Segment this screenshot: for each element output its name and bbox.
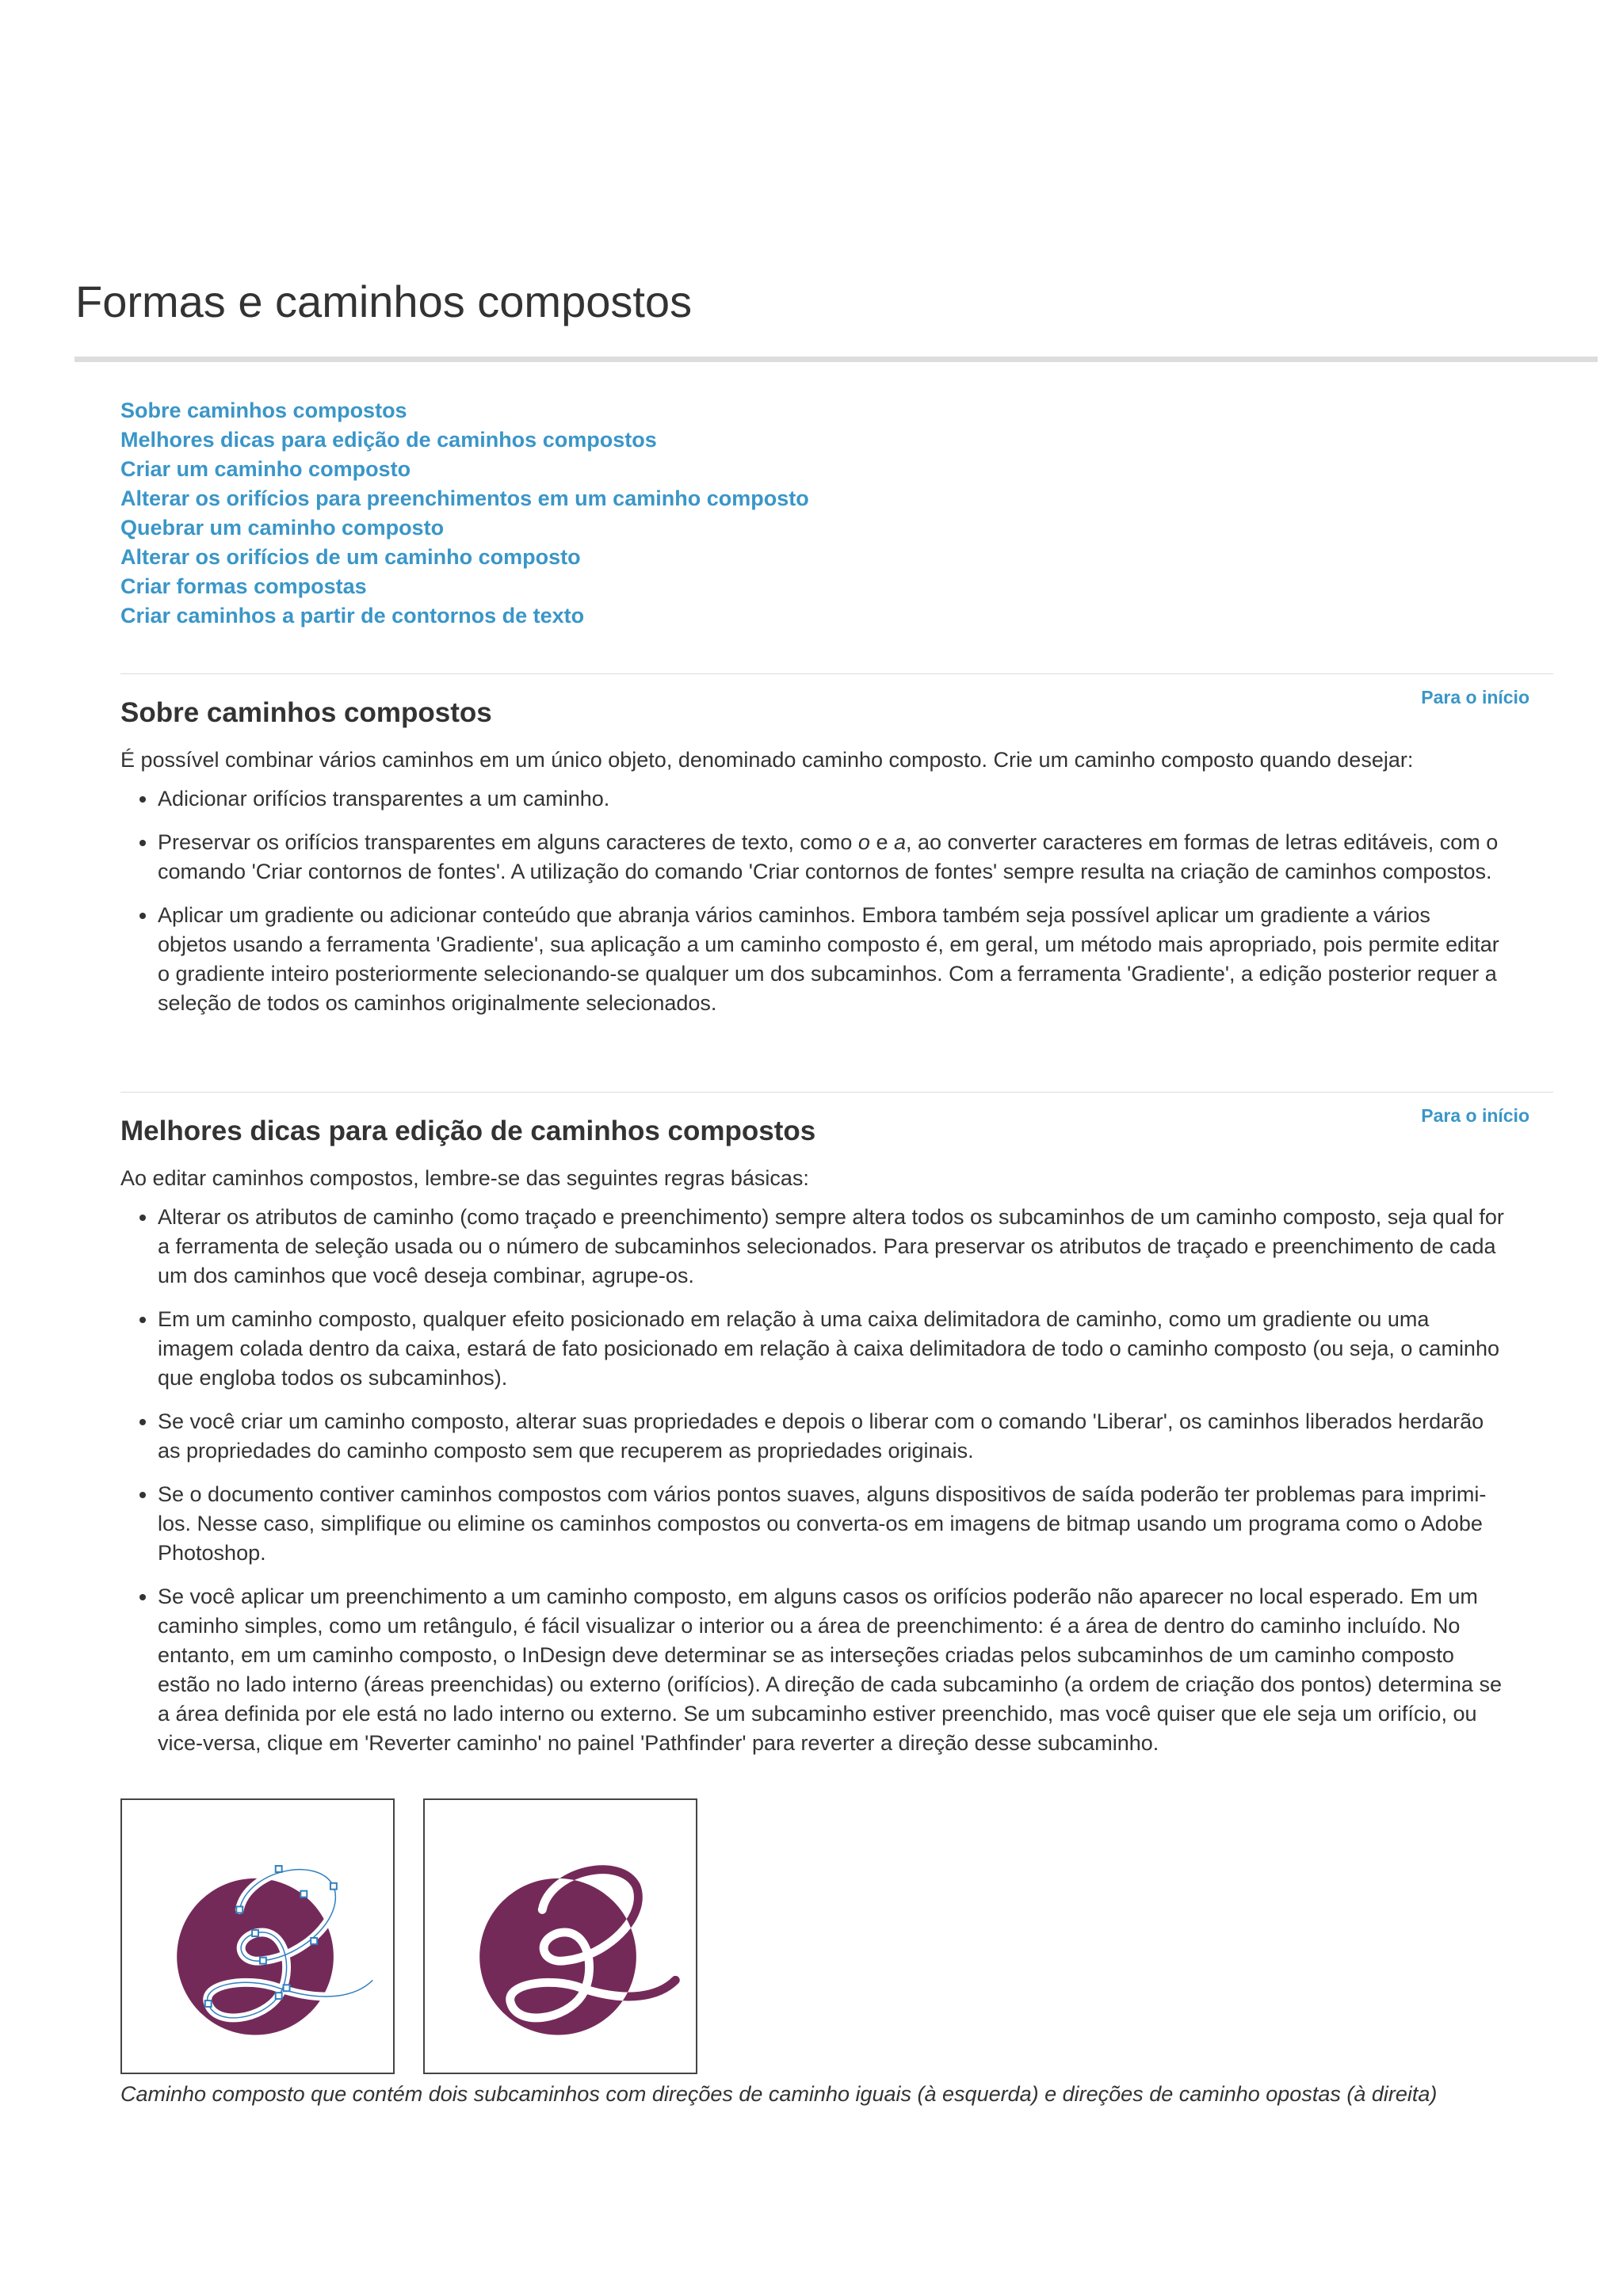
toc-item <box>120 572 809 601</box>
list-item <box>158 828 1505 887</box>
figure-caption: Caminho composto que contém dois subcaminhos com direções de caminho iguais (à esquerda) e direções de caminho opostas (à direita) <box>120 2082 1438 2106</box>
toc-item <box>120 513 809 543</box>
italic-letter-o: o <box>857 830 870 854</box>
toc-item <box>120 601 809 631</box>
section-divider <box>120 1092 1553 1093</box>
compound-path-same-direction-image <box>122 1800 393 2073</box>
toc-item <box>120 396 809 425</box>
list-item: • Se o documento contiver caminhos compostos com vários pontos suaves, alguns dispositivos de saída poderão ter problemas para imprimi-los. Nesse caso, simplifique ou elimine os caminhos compostos ou converta-os em imagens de bitmap usando um programa como o Adobe Photoshop. <box>158 1480 1505 1568</box>
back-to-top-link[interactable]: Para o início <box>1421 687 1529 707</box>
bullet-text: Preservar os orifícios transparentes em alguns caracteres de texto, como <box>158 830 858 854</box>
page-title: Formas e caminhos compostos <box>75 277 693 326</box>
toc-item <box>120 425 809 455</box>
bullet-list <box>120 1203 1505 1758</box>
toc-item <box>120 543 809 572</box>
list-item: • Se você aplicar um preenchimento a um caminho composto, em alguns casos os orifícios poderão não aparecer no local esperado. Em um caminho simples, como um retângulo, é fácil visualizar o interior ou a área de preenchimento: é a área de dentro do caminho incluído. No entanto, em um caminho composto, o InDesign deve determinar se as interseções criadas pelos subcaminhos de um caminho composto estão no lado interno (áreas preenchidas) ou externo (orifícios). A direção de cada subcaminho (a ordem de criação dos pontos) determina se a área definida por ele está no lado interno ou externo. Se um subcaminho estiver preenchido, mas você quiser que ele seja um orifício, ou vice-versa, clique em 'Reverter caminho' no painel 'Pathfinder' para reverter a direção desse subcaminho. <box>158 1582 1505 1758</box>
section-sobre-caminhos-compostos <box>120 673 1553 1032</box>
list-item: • Adicionar orifícios transparentes a um caminho. <box>158 784 1505 814</box>
figure-same-direction <box>120 1798 395 2074</box>
toc-link-criar-caminhos-texto[interactable]: Criar caminhos a partir de contornos de texto <box>120 604 585 627</box>
toc-link-alterar-orificios-preenchimentos[interactable]: Alterar os orifícios para preenchimentos em um caminho composto <box>120 486 809 510</box>
toc-item <box>120 484 809 513</box>
section-divider <box>120 673 1553 674</box>
bullet-text: e <box>869 830 894 854</box>
section-melhores-dicas <box>120 1092 1553 1772</box>
figure-opposite-direction <box>423 1798 697 2074</box>
toc-link-quebrar-caminho-composto[interactable]: Quebrar um caminho composto <box>120 516 445 540</box>
toc-link-criar-formas-compostas[interactable]: Criar formas compostas <box>120 574 367 598</box>
list-item: • Em um caminho composto, qualquer efeito posicionado em relação à uma caixa delimitadora de caminho, como um gradiente ou uma imagem colada dentro da caixa, estará de fato posicionado em relação à caixa delimitadora de todo o caminho composto (ou seja, o caminho que engloba todos os subcaminhos). <box>158 1305 1505 1393</box>
list-item: • Alterar os atributos de caminho (como traçado e preenchimento) sempre altera todos os subcaminhos de um caminho composto, seja qual for a ferramenta de seleção usada ou o número de subcaminhos selecionados. Para preservar os atributos de traçado e preenchimento de cada um dos caminhos que você deseja combinar, agrupe-os. <box>158 1203 1505 1291</box>
list-item: • Se você criar um caminho composto, alterar suas propriedades e depois o liberar com o comando 'Liberar', os caminhos liberados herdarão as propriedades do caminho composto sem que recuperem as propriedades originais. <box>158 1407 1505 1466</box>
section-heading: Sobre caminhos compostos <box>120 697 492 728</box>
table-of-contents <box>120 396 809 631</box>
toc-link-sobre-caminhos-compostos[interactable]: Sobre caminhos compostos <box>120 399 407 422</box>
section-heading: Melhores dicas para edição de caminhos compostos <box>120 1116 816 1146</box>
section-intro: Ao editar caminhos compostos, lembre-se das seguintes regras básicas: <box>120 1166 809 1190</box>
bullet-list <box>120 784 1505 1018</box>
toc-link-alterar-orificios[interactable]: Alterar os orifícios de um caminho composto <box>120 545 581 569</box>
toc-link-criar-caminho-composto[interactable]: Criar um caminho composto <box>120 457 411 481</box>
list-item: • Aplicar um gradiente ou adicionar conteúdo que abranja vários caminhos. Embora também seja possível aplicar um gradiente a vários objetos usando a ferramenta 'Gradiente', sua aplicação a um caminho composto é, em geral, um método mais apropriado, pois permite editar o gradiente inteiro posteriormente selecionando-se qualquer um dos subcaminhos. Com a ferramenta 'Gradiente', a edição posterior requer a seleção de todos os caminhos originalmente selecionados. <box>158 901 1505 1018</box>
bullet-text: , ao converter caracteres em formas de letras editáveis, com o comando 'Criar contornos de fontes'. A utilização do comando 'Criar contornos de fontes' sempre resulta na criação de caminhos compostos. <box>158 830 1499 883</box>
italic-letter-a: a <box>893 830 906 854</box>
back-to-top-link[interactable]: Para o início <box>1421 1105 1529 1126</box>
toc-link-melhores-dicas[interactable]: Melhores dicas para edição de caminhos compostos <box>120 428 657 452</box>
section-intro: É possível combinar vários caminhos em um único objeto, denominado caminho composto. Crie um caminho composto quando desejar: <box>120 748 1414 772</box>
compound-path-opposite-direction-image <box>425 1800 696 2073</box>
figure-group <box>120 1798 913 2076</box>
toc-item <box>120 455 809 484</box>
title-divider <box>74 357 1598 362</box>
